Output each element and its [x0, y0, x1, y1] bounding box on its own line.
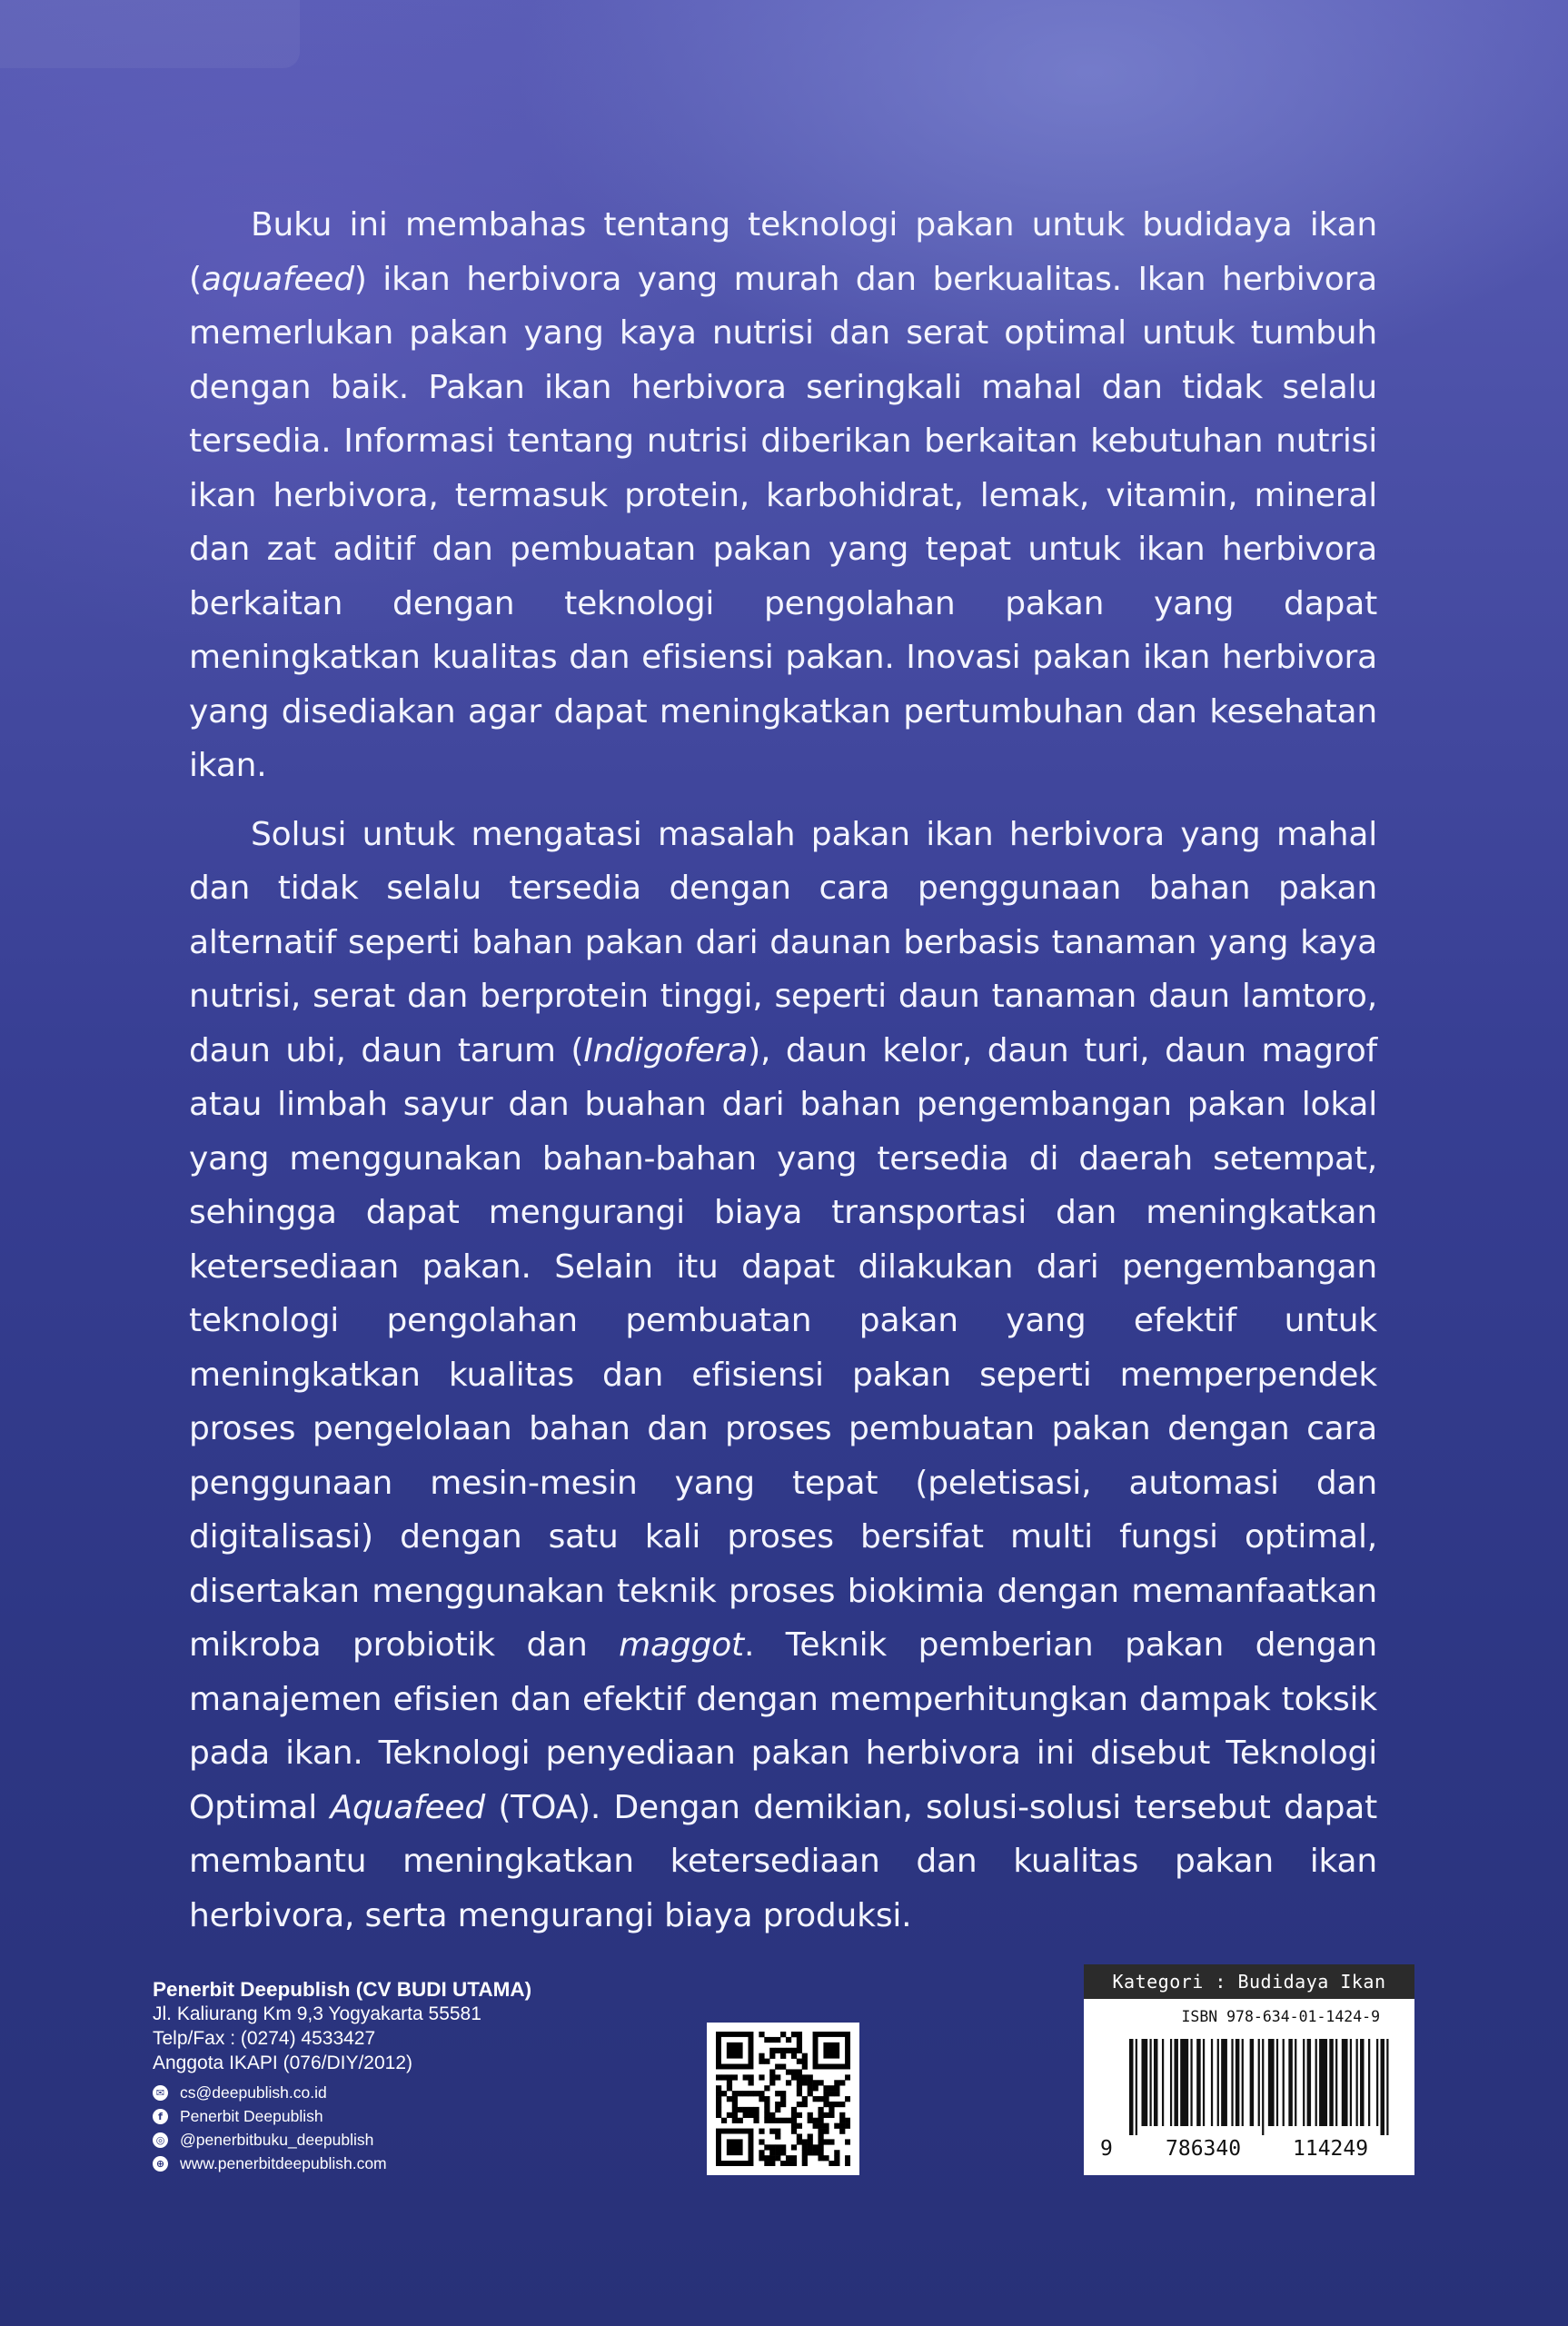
email-icon: ✉ [153, 2085, 168, 2101]
blurb-paragraph-1 [189, 198, 1377, 793]
barcode-digit-prefix: 9 [1100, 2137, 1113, 2161]
globe-icon: ⊕ [153, 2156, 168, 2172]
contact-email [153, 2081, 698, 2104]
italic-term: Indigofera [583, 1031, 749, 1069]
contact-instagram-text: @penerbitbuku_deepublish [180, 2130, 374, 2149]
publisher-address: Jl. Kaliurang Km 9,3 Yogyakarta 55581 [153, 2003, 481, 2024]
publisher-phone: Telp/Fax : (0274) 4533427 [153, 2028, 376, 2049]
text-run: ), daun kelor, daun turi, daun magrof atau limbah sayur dan buahan dari bahan pengembangan pakan lokal yang menggunakan bahan-bahan yang tersedia di daerah setempat, sehingga dapat mengurangi biaya transportasi dan meningkatkan ketersediaan pakan. Selain itu dapat dilakukan dari pengembangan teknologi pengolahan pembuatan pakan yang efektif untuk meningkatkan kualitas dan efisiensi pakan seperti memperpendek proses pengelolaan bahan dan proses pembuatan pakan dengan cara penggunaan mesin-mesin yang tepat (peletisasi, automasi dan digitalisasi) dengan satu kali proses bersifat multi fungsi optimal, disertakan menggunakan teknik proses biokimia dengan memanfaatkan mikroba probiotik dan [189, 1031, 1377, 1664]
corner-tab [0, 0, 300, 68]
isbn-number: ISBN 978-634-01-1424-9 [1181, 2008, 1380, 2025]
italic-term: aquafeed [201, 260, 354, 298]
contact-website [153, 2152, 698, 2175]
publisher-membership: Anggota IKAPI (076/DIY/2012) [153, 2053, 413, 2073]
barcode-digits-right: 114249 [1293, 2137, 1369, 2161]
contact-facebook [153, 2104, 698, 2128]
barcode-digits-left: 786340 [1166, 2137, 1242, 2161]
contact-facebook-text: Penerbit Deepublish [180, 2106, 323, 2125]
text-run: (TOA). Dengan demikian, solusi-solusi tersebut dapat membantu meningkatkan ketersediaan dan kualitas pakan ikan herbivora, serta mengurangi biaya produksi. [189, 1788, 1378, 1934]
contact-email-text: cs@deepublish.co.id [180, 2082, 327, 2102]
publisher-contacts [153, 2081, 698, 2175]
italic-term: maggot [619, 1626, 744, 1664]
isbn-card [1084, 1999, 1414, 2175]
back-cover-blurb [189, 198, 1377, 1957]
publisher-info [153, 1977, 698, 2175]
text-run: Buku ini membahas tentang teknologi pakan untuk budidaya ikan ( [189, 206, 1377, 298]
instagram-icon: ◎ [153, 2132, 168, 2148]
text-run: Solusi untuk mengatasi masalah pakan ikan herbivora yang mahal dan tidak selalu tersedia dengan cara penggunaan bahan pakan alternatif seperti bahan pakan dari daunan berbasis tanaman yang kaya nutrisi, serat dan berprotein tinggi, seperti daun tanaman daun lamtoro, daun ubi, daun tarum ( [189, 815, 1377, 1069]
facebook-icon: f [153, 2109, 168, 2124]
isbn-block [1084, 1964, 1414, 2175]
publisher-name: Penerbit Deepublish (CV BUDI UTAMA) [153, 1978, 532, 2001]
italic-term: Aquafeed [330, 1788, 486, 1826]
text-run: ) ikan herbivora yang murah dan berkualitas. Ikan herbivora memerlukan pakan yang kaya nutrisi dan serat optimal untuk tumbuh dengan baik. Pakan ikan herbivora seringkali mahal dan tidak selalu tersedia. Informasi tentang nutrisi diberikan berkaitan kebutuhan nutrisi ikan herbivora, termasuk protein, karbohidrat, lemak, vitamin, mineral dan zat aditif dan pembuatan pakan yang tepat untuk ikan herbivora berkaitan dengan teknologi pengolahan pakan yang dapat meningkatkan kualitas dan efisiensi pakan. Inovasi pakan ikan herbivora yang disediakan agar dapat meningkatkan pertumbuhan dan kesehatan ikan. [189, 260, 1377, 784]
barcode [1129, 2039, 1393, 2135]
contact-website-text: www.penerbitdeepublish.com [180, 2153, 387, 2172]
qr-code-pattern [716, 2032, 850, 2166]
contact-instagram [153, 2128, 698, 2152]
category-label: Kategori : Budidaya Ikan [1084, 1964, 1414, 1999]
text-run: . Teknik pemberian pakan dengan manajemen efisien dan efektif dengan memperhitungkan dampak toksik pada ikan. Teknologi penyediaan pakan herbivora ini disebut Teknologi Optimal [189, 1626, 1377, 1826]
blurb-paragraph-2 [189, 808, 1377, 1943]
qr-code [707, 2023, 859, 2175]
